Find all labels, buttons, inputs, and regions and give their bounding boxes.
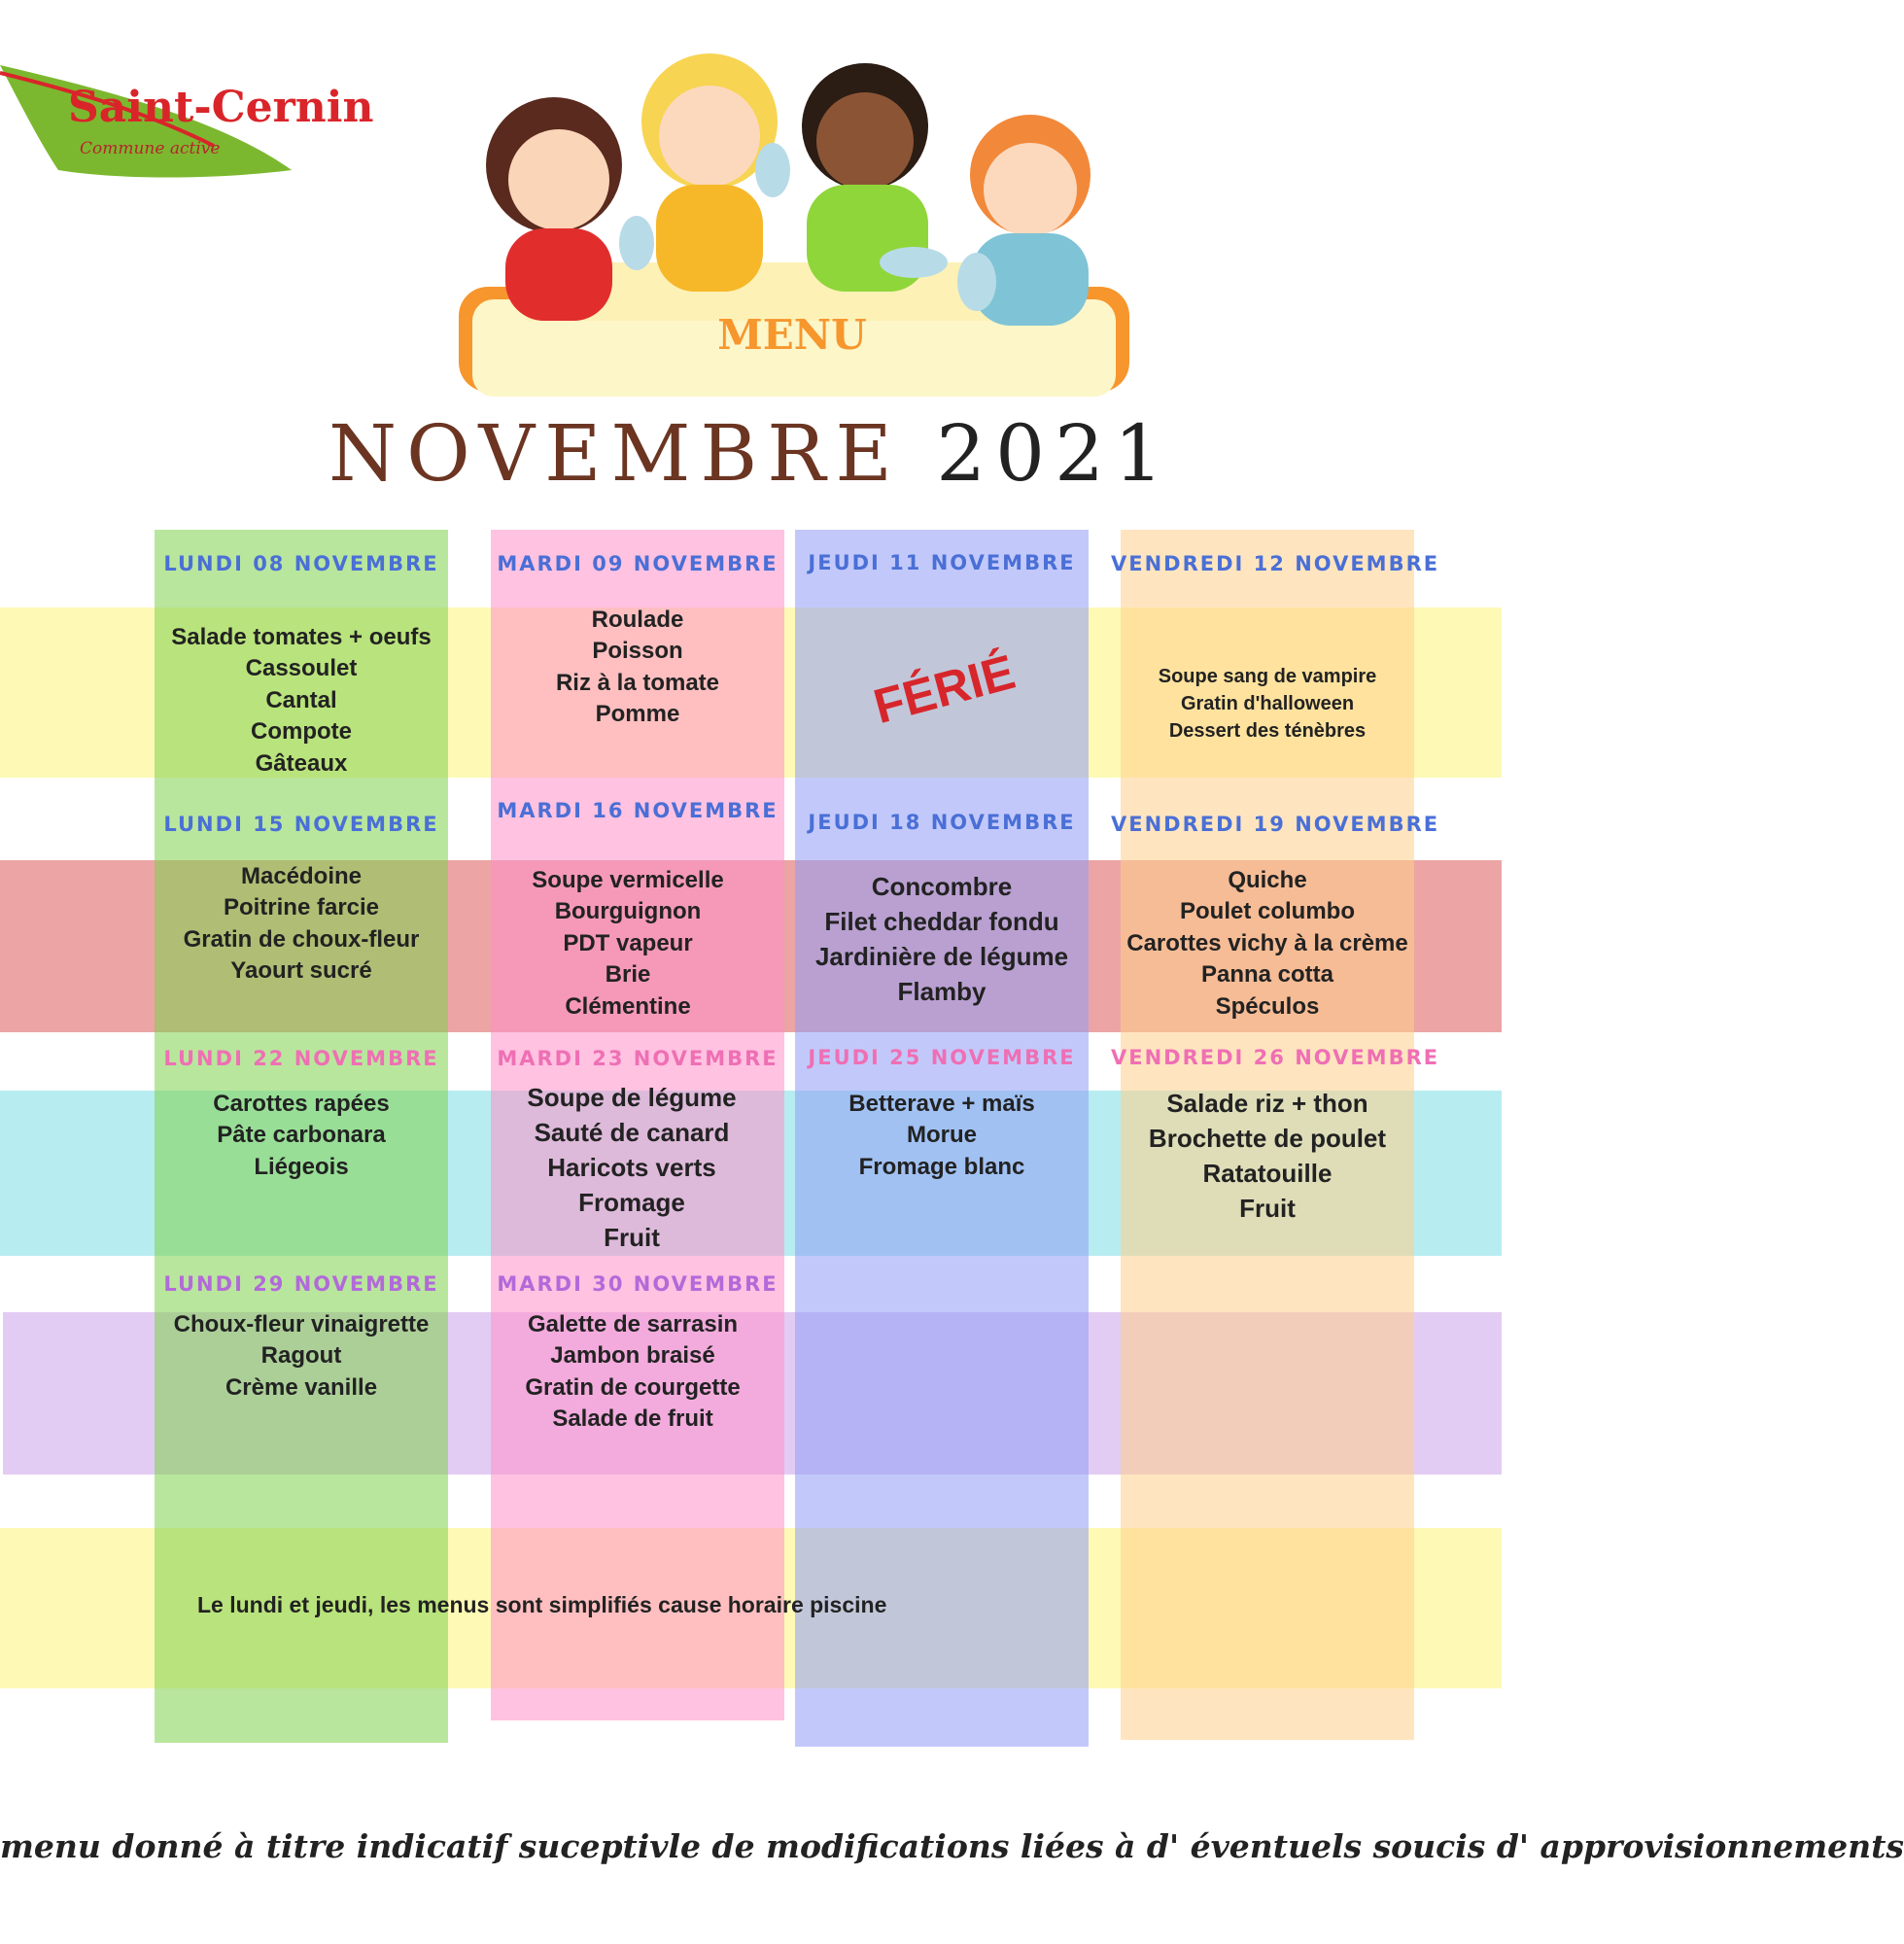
menu-dishes [155, 1089, 448, 1183]
dish: Carottes rapées [213, 1091, 390, 1117]
dish: Morue [907, 1122, 977, 1149]
logo-name: Saint-Cernin [68, 83, 374, 132]
day-header: VENDREDI 12 NOVEMBRE [1111, 552, 1440, 575]
dish: Sauté de canard [534, 1117, 730, 1147]
dish: PDT vapeur [563, 929, 693, 956]
dish: Gratin de choux-fleur [183, 925, 420, 953]
dish: Soupe vermicelle [532, 867, 724, 893]
dish: Concombre [871, 872, 1013, 901]
title-month: NOVEMBRE [329, 408, 902, 499]
dish: Riz à la tomate [555, 669, 720, 696]
day-header: MARDI 30 NOVEMBRE [497, 1272, 779, 1296]
day-header: MARDI 23 NOVEMBRE [497, 1047, 779, 1070]
dish: Ratatouille [1202, 1158, 1333, 1188]
dish: Fruit [604, 1222, 660, 1252]
menu-sign-text: MENU [717, 311, 867, 359]
dish: Jambon braisé [550, 1342, 715, 1370]
day-header: LUNDI 15 NOVEMBRE [163, 813, 439, 836]
day-header: VENDREDI 19 NOVEMBRE [1111, 813, 1440, 836]
dish: Pâte carbonara [217, 1122, 386, 1149]
dish: Salade riz + thon [1166, 1089, 1368, 1118]
dish: Yaourt sucré [230, 957, 372, 985]
dish: Spéculos [1215, 992, 1320, 1020]
dish: Cantal [265, 686, 337, 713]
dish: Liégeois [254, 1153, 349, 1180]
dish: Compote [251, 718, 352, 746]
day-header: LUNDI 22 NOVEMBRE [163, 1047, 439, 1070]
kids-illustration [447, 39, 1137, 389]
logo [0, 53, 428, 190]
dish: Fromage blanc [858, 1153, 1025, 1180]
dish: Poitrine farcie [223, 894, 380, 921]
day-header: MARDI 09 NOVEMBRE [497, 552, 779, 575]
dish: Galette de sarrasin [527, 1311, 739, 1337]
supply-disclaimer: menu donné à titre indicatif suceptivle de modifications liées à d' éventuels soucis d' approvisionnements [0, 1827, 1904, 1865]
dish: Panna cotta [1200, 961, 1334, 989]
menu-dishes [481, 865, 775, 1023]
dish: Carottes vichy à la crème [1126, 929, 1408, 956]
pool-schedule-note: Le lundi et jeudi, les menus sont simplifiés cause horaire piscine [197, 1592, 887, 1617]
dish: Brie [605, 961, 651, 989]
dish: Gratin de courgette [525, 1373, 741, 1401]
day-header: VENDREDI 26 NOVEMBRE [1111, 1046, 1440, 1069]
menu-dishes [795, 1089, 1089, 1183]
menu-dishes [155, 1309, 448, 1404]
menu-dishes [1111, 865, 1424, 1023]
dish: Fruit [1239, 1193, 1296, 1223]
menu-dishes [1111, 663, 1424, 745]
dish: Flamby [897, 976, 987, 1006]
dish: Fromage [578, 1187, 685, 1217]
dish: Dessert des ténèbres [1168, 720, 1367, 742]
menu-dishes [486, 1309, 779, 1436]
dish: Filet cheddar fondu [824, 906, 1059, 936]
dish: Ragout [260, 1342, 342, 1370]
dish: Soupe de légume [527, 1083, 737, 1112]
dish: Pomme [595, 701, 680, 728]
dish: Salade tomates + oeufs [171, 624, 432, 650]
dish: Poulet columbo [1180, 898, 1355, 925]
day-header: JEUDI 18 NOVEMBRE [808, 811, 1076, 834]
day-header: MARDI 16 NOVEMBRE [497, 799, 779, 822]
dish: Roulade [591, 607, 684, 633]
day-header: LUNDI 08 NOVEMBRE [163, 552, 439, 575]
menu-dishes [155, 622, 448, 780]
dish: Quiche [1228, 867, 1307, 893]
day-header: JEUDI 11 NOVEMBRE [808, 551, 1076, 574]
day-header: LUNDI 29 NOVEMBRE [163, 1272, 439, 1296]
holiday-stamp: FÉRIÉ [868, 643, 1021, 735]
page-title [0, 408, 1502, 499]
dish: Choux-fleur vinaigrette [173, 1311, 430, 1337]
logo-tagline: Commune active [80, 139, 221, 158]
dish: Betterave + maïs [848, 1091, 1035, 1117]
dish: Crème vanille [225, 1373, 378, 1401]
dish: Jardinière de légume [814, 941, 1069, 971]
dish: Cassoulet [245, 655, 358, 682]
menu-dishes [491, 605, 784, 731]
dish: Gratin d'halloween [1180, 693, 1355, 714]
dish: Poisson [592, 638, 683, 665]
dish: Macédoine [240, 863, 363, 889]
menu-dishes [481, 1081, 782, 1255]
menu-dishes [1111, 1087, 1424, 1227]
dish: Bourguignon [554, 898, 702, 925]
title-year: 2021 [936, 408, 1173, 499]
menu-dishes [795, 870, 1089, 1010]
dish: Salade de fruit [552, 1406, 713, 1433]
dish: Gâteaux [255, 749, 348, 777]
dish: Haricots verts [547, 1152, 716, 1182]
dish: Clémentine [565, 992, 691, 1020]
menu-dishes [155, 861, 448, 988]
day-header: JEUDI 25 NOVEMBRE [808, 1046, 1076, 1069]
dish: Brochette de poulet [1148, 1123, 1387, 1153]
dish: Soupe sang de vampire [1158, 666, 1377, 687]
